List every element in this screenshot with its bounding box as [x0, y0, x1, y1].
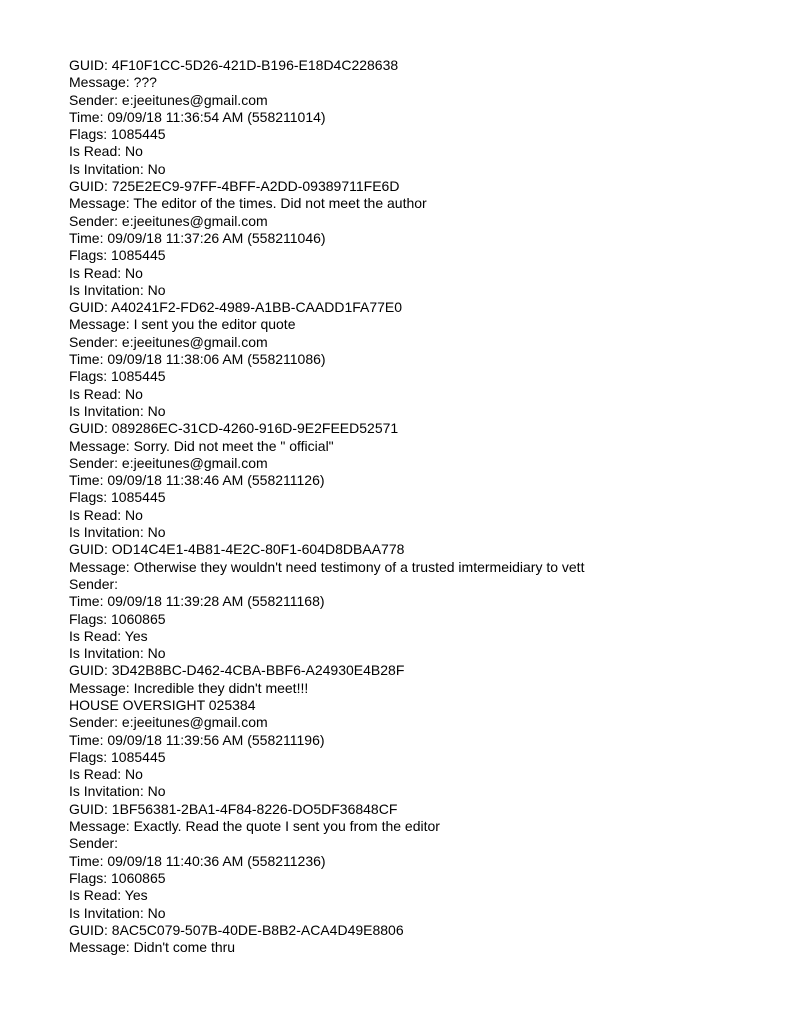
log-line: Message: ???	[69, 74, 157, 91]
log-line: Sender: e:jeeitunes@gmail.com	[69, 714, 268, 731]
log-line: GUID: 1BF56381-2BA1-4F84-8226-DO5DF36848CF	[69, 800, 398, 817]
log-line: Is Invitation: No	[69, 402, 166, 419]
log-line: GUID: OD14C4E1-4B81-4E2C-80F1-604D8DBAA778	[69, 541, 405, 558]
log-line: GUID: 725E2EC9-97FF-4BFF-A2DD-09389711FE6D	[69, 178, 400, 195]
log-line: Is Read: Yes	[69, 627, 148, 644]
log-line: Sender: e:jeeitunes@gmail.com	[69, 91, 268, 108]
log-line: Flags: 1085445	[69, 489, 166, 506]
log-line: Time: 09/09/18 11:39:28 AM (558211168)	[69, 593, 325, 610]
log-line: GUID: A40241F2-FD62-4989-A1BB-CAADD1FA77E0	[69, 299, 403, 316]
log-line: Message: The editor of the times. Did not meet the author	[69, 195, 427, 212]
log-line: Time: 09/09/18 11:37:26 AM (558211046)	[69, 229, 326, 246]
log-line: Is Read: No	[69, 385, 143, 402]
log-line: Flags: 1085445	[69, 126, 166, 143]
log-line: Message: Sorry. Did not meet the " official"	[69, 437, 334, 454]
log-line: Flags: 1085445	[69, 368, 166, 385]
log-line: Is Invitation: No	[69, 524, 166, 541]
log-line: GUID: 4F10F1CC-5D26-421D-B196-E18D4C228638	[69, 57, 399, 73]
log-line: Flags: 1060865	[69, 610, 166, 627]
log-line: Sender: e:jeeitunes@gmail.com	[69, 333, 268, 350]
log-line: Message: Incredible they didn't meet!!!	[69, 679, 309, 696]
log-line: Message: I sent you the editor quote	[69, 316, 296, 333]
log-line: Is Read: Yes	[69, 887, 148, 904]
message-log	[69, 57, 769, 956]
log-line: Time: 09/09/18 11:36:54 AM (558211014)	[69, 108, 326, 125]
log-line: GUID: 3D42B8BC-D462-4CBA-BBF6-A24930E4B28F	[69, 662, 405, 679]
log-line: Is Read: No	[69, 506, 143, 523]
log-line: Message: Otherwise they wouldn't need testimony of a trusted imtermeidiary to vett	[69, 558, 585, 575]
log-line: Sender: e:jeeitunes@gmail.com	[69, 454, 268, 471]
log-line: Message: Exactly. Read the quote I sent you from the editor	[69, 818, 440, 835]
log-line: Time: 09/09/18 11:38:06 AM (558211086)	[69, 351, 326, 368]
log-line: GUID: 8AC5C079-507B-40DE-B8B2-ACA4D49E8806	[69, 921, 404, 938]
log-line: Time: 09/09/18 11:40:36 AM (558211236)	[69, 852, 326, 869]
log-line: Is Invitation: No	[69, 783, 166, 800]
log-line: Is Invitation: No	[69, 160, 166, 177]
log-line: Time: 09/09/18 11:38:46 AM (558211126)	[69, 472, 325, 489]
log-line: Sender:	[69, 835, 119, 852]
log-line: Sender:	[69, 575, 119, 592]
log-line: HOUSE OVERSIGHT 025384	[69, 696, 256, 713]
log-line: Flags: 1085445	[69, 748, 166, 765]
log-line: Time: 09/09/18 11:39:56 AM (558211196)	[69, 731, 325, 748]
log-line: GUID: 089286EC-31CD-4260-916D-9E2FEED52571	[69, 420, 399, 437]
log-line: Is Invitation: No	[69, 645, 166, 662]
log-line: Is Invitation: No	[69, 904, 166, 921]
log-line: Is Invitation: No	[69, 281, 166, 298]
log-line: Message: Didn't come thru	[69, 939, 236, 956]
log-line: Is Read: No	[69, 264, 143, 281]
log-line: Flags: 1060865	[69, 869, 166, 886]
log-line: Is Read: No	[69, 143, 143, 160]
log-line: Flags: 1085445	[69, 247, 166, 264]
log-line: Is Read: No	[69, 766, 143, 783]
log-line: Sender: e:jeeitunes@gmail.com	[69, 212, 268, 229]
